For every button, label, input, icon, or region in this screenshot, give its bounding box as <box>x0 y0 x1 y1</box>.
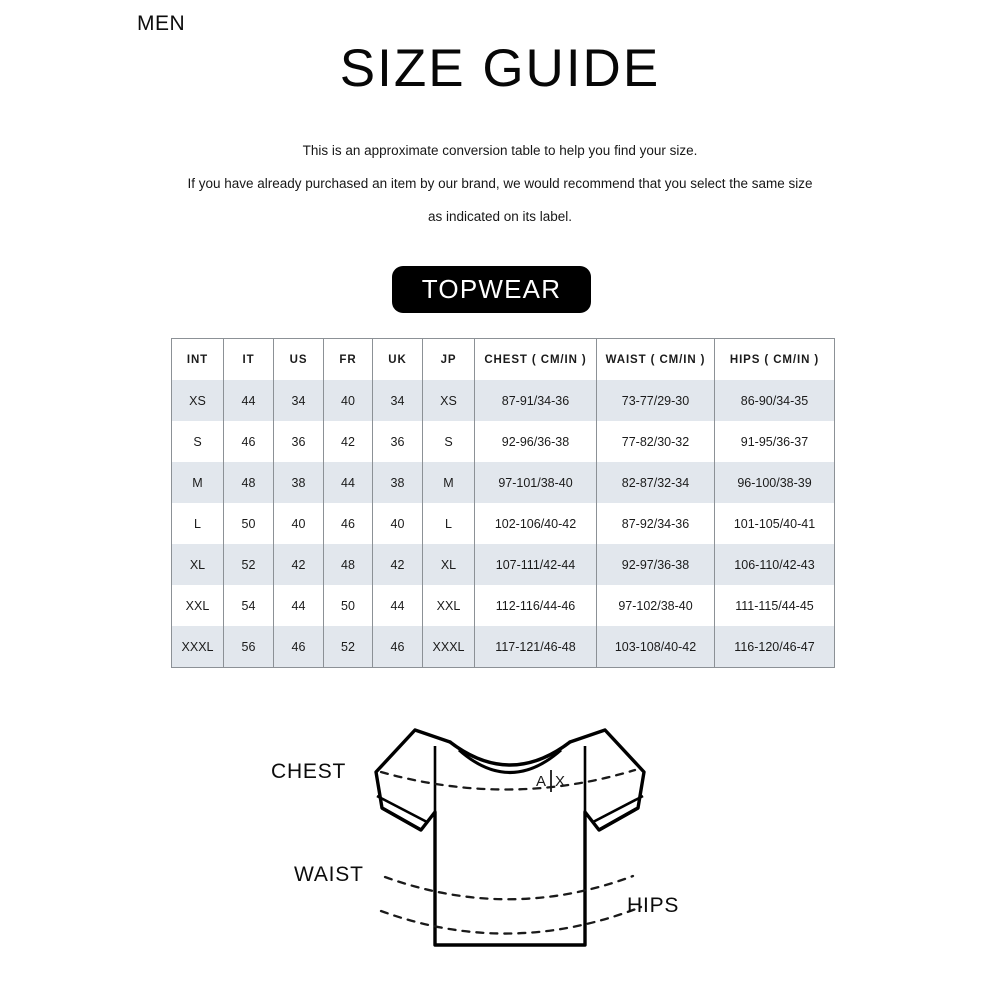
cell-it: 50 <box>224 503 274 544</box>
topwear-section-badge: TOPWEAR <box>392 266 591 313</box>
table-row <box>172 421 835 462</box>
cell-chest: 102-106/40-42 <box>475 503 597 544</box>
size-conversion-table <box>171 338 835 668</box>
cell-jp: S <box>423 421 475 462</box>
cell-waist: 73-77/29-30 <box>597 380 715 421</box>
brand-mark-x: X <box>555 773 566 790</box>
cell-us: 38 <box>274 462 324 503</box>
cell-chest: 117-121/46-48 <box>475 626 597 668</box>
cell-uk: 44 <box>373 585 423 626</box>
cell-chest: 97-101/38-40 <box>475 462 597 503</box>
cell-waist: 92-97/36-38 <box>597 544 715 585</box>
cell-uk: 42 <box>373 544 423 585</box>
table-row <box>172 380 835 421</box>
cell-hips: 86-90/34-35 <box>715 380 835 421</box>
cell-hips: 96-100/38-39 <box>715 462 835 503</box>
cell-uk: 36 <box>373 421 423 462</box>
cell-jp: M <box>423 462 475 503</box>
cell-it: 44 <box>224 380 274 421</box>
cell-jp: XS <box>423 380 475 421</box>
table-row <box>172 503 835 544</box>
cell-fr: 44 <box>324 462 373 503</box>
cell-jp: XL <box>423 544 475 585</box>
table-row <box>172 585 835 626</box>
table-row <box>172 626 835 668</box>
cell-int: L <box>172 503 224 544</box>
size-table-container <box>171 338 834 668</box>
column-header-hips: HIPS ( CM/IN ) <box>715 339 835 381</box>
cell-waist: 87-92/34-36 <box>597 503 715 544</box>
tshirt-icon <box>255 700 745 970</box>
column-header-int: INT <box>172 339 224 381</box>
cell-int: XXXL <box>172 626 224 668</box>
cell-jp: XXL <box>423 585 475 626</box>
cell-jp: XXXL <box>423 626 475 668</box>
cell-chest: 112-116/44-46 <box>475 585 597 626</box>
cell-hips: 101-105/40-41 <box>715 503 835 544</box>
column-header-waist: WAIST ( CM/IN ) <box>597 339 715 381</box>
column-header-jp: JP <box>423 339 475 381</box>
cell-chest: 92-96/36-38 <box>475 421 597 462</box>
cell-int: XL <box>172 544 224 585</box>
column-header-uk: UK <box>373 339 423 381</box>
cell-hips: 116-120/46-47 <box>715 626 835 668</box>
cell-uk: 38 <box>373 462 423 503</box>
tshirt-body-outline <box>376 730 644 945</box>
cell-waist: 77-82/30-32 <box>597 421 715 462</box>
cell-hips: 91-95/36-37 <box>715 421 835 462</box>
hips-label: HIPS <box>627 894 680 917</box>
cell-fr: 42 <box>324 421 373 462</box>
cell-us: 34 <box>274 380 324 421</box>
cell-us: 36 <box>274 421 324 462</box>
intro-paragraph <box>120 134 880 233</box>
cell-int: XS <box>172 380 224 421</box>
category-label: MEN <box>137 12 186 35</box>
table-header-row <box>172 339 835 381</box>
cell-waist: 97-102/38-40 <box>597 585 715 626</box>
cell-chest: 87-91/34-36 <box>475 380 597 421</box>
cell-it: 48 <box>224 462 274 503</box>
cell-it: 56 <box>224 626 274 668</box>
cell-hips: 106-110/42-43 <box>715 544 835 585</box>
cell-jp: L <box>423 503 475 544</box>
cell-chest: 107-111/42-44 <box>475 544 597 585</box>
page-title: SIZE GUIDE <box>339 39 661 98</box>
cell-fr: 46 <box>324 503 373 544</box>
cell-it: 54 <box>224 585 274 626</box>
cell-us: 46 <box>274 626 324 668</box>
cell-waist: 82-87/32-34 <box>597 462 715 503</box>
brand-mark-ax: A <box>536 773 547 790</box>
cell-waist: 103-108/40-42 <box>597 626 715 668</box>
cell-uk: 46 <box>373 626 423 668</box>
table-row <box>172 462 835 503</box>
column-header-fr: FR <box>324 339 373 381</box>
intro-line-3: as indicated on its label. <box>427 209 573 224</box>
table-row <box>172 544 835 585</box>
cell-us: 40 <box>274 503 324 544</box>
column-header-chest: CHEST ( CM/IN ) <box>475 339 597 381</box>
waist-label: WAIST <box>294 863 364 886</box>
intro-line-1: This is an approximate conversion table to help you find your size. <box>302 143 698 158</box>
cell-fr: 52 <box>324 626 373 668</box>
cell-int: S <box>172 421 224 462</box>
column-header-it: IT <box>224 339 274 381</box>
intro-line-2: If you have already purchased an item by our brand, we would recommend that you select the same size <box>187 176 813 191</box>
column-header-us: US <box>274 339 324 381</box>
chest-label: CHEST <box>271 760 347 783</box>
cell-it: 52 <box>224 544 274 585</box>
cell-it: 46 <box>224 421 274 462</box>
cell-hips: 111-115/44-45 <box>715 585 835 626</box>
cell-fr: 48 <box>324 544 373 585</box>
cell-int: M <box>172 462 224 503</box>
tshirt-measurement-diagram <box>255 700 745 970</box>
cell-fr: 50 <box>324 585 373 626</box>
cell-us: 42 <box>274 544 324 585</box>
cell-us: 44 <box>274 585 324 626</box>
cell-uk: 40 <box>373 503 423 544</box>
cell-fr: 40 <box>324 380 373 421</box>
cell-uk: 34 <box>373 380 423 421</box>
cell-int: XXL <box>172 585 224 626</box>
